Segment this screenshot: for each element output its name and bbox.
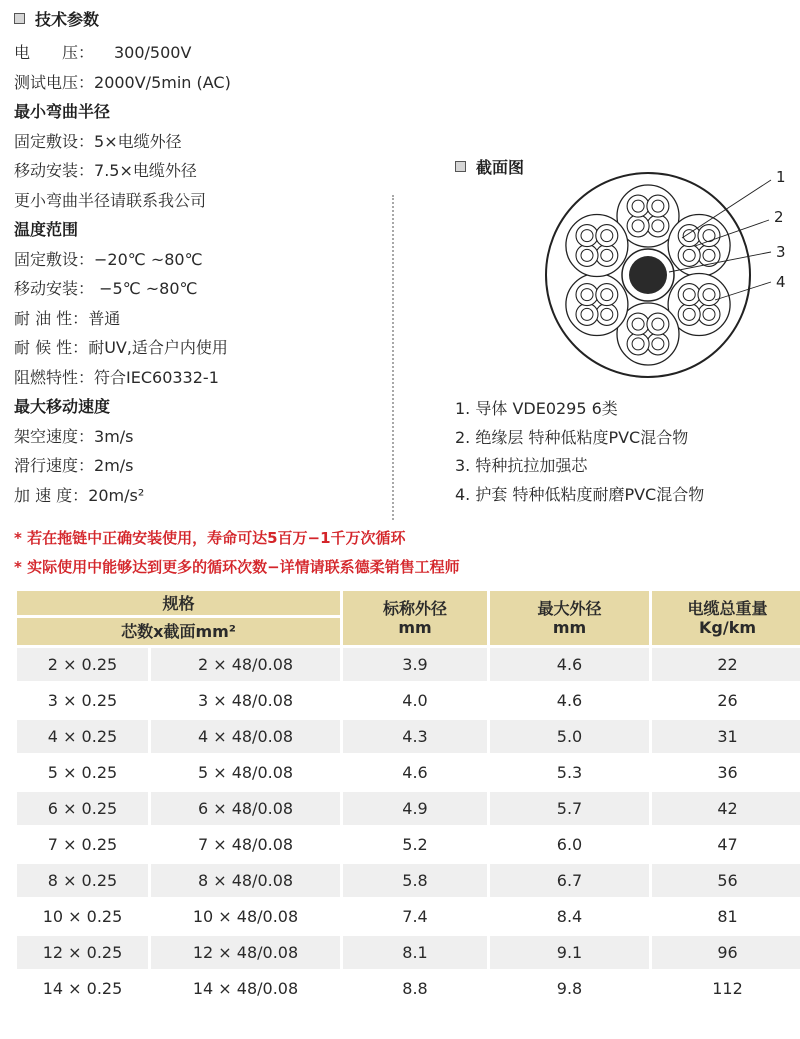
spec-row xyxy=(14,333,384,363)
cell-max-od: 4.6 xyxy=(490,648,649,681)
spec-label: 固定敷设： xyxy=(14,131,95,151)
cell-nominal-od: 4.0 xyxy=(343,684,487,717)
table-row xyxy=(17,720,800,753)
header-spec: 规格 xyxy=(17,591,340,615)
cell-nominal-od: 5.2 xyxy=(343,828,487,861)
cell-cores-section: 14 × 0.25 xyxy=(17,972,148,1005)
table-row xyxy=(17,900,800,933)
cell-strand: 12 × 48/0.08 xyxy=(151,936,340,969)
spec-value: 20m/s² xyxy=(88,485,145,505)
cross-section-legend xyxy=(455,395,800,509)
table-row xyxy=(17,648,800,681)
spec-row xyxy=(14,363,384,393)
table-row xyxy=(17,864,800,897)
spec-value: 2000V/5min (AC) xyxy=(94,72,231,92)
spec-value: −5℃ ~80℃ xyxy=(94,279,198,298)
core-bundle xyxy=(566,215,628,277)
callout-number-1: 1 xyxy=(776,168,786,186)
cell-weight: 36 xyxy=(652,756,800,789)
cell-cores-section: 6 × 0.25 xyxy=(17,792,148,825)
spec-label: 架空速度： xyxy=(14,426,95,446)
note-contact: * 实际使用中能够达到更多的循环次数−详情请联系德柔销售工程师 xyxy=(14,558,460,576)
cell-nominal-od: 4.9 xyxy=(343,792,487,825)
conductor xyxy=(601,230,613,242)
cell-cores-section: 8 × 0.25 xyxy=(17,864,148,897)
conductor xyxy=(683,249,695,261)
spec-label: 移动安装： xyxy=(14,279,95,298)
conductor xyxy=(601,249,613,261)
conductor xyxy=(683,308,695,320)
spec-label: 最小弯曲半径 xyxy=(14,102,111,121)
conductor xyxy=(632,200,644,212)
spec-value: 2m/s xyxy=(94,456,134,475)
cell-nominal-od: 4.6 xyxy=(343,756,487,789)
spec-label: 阻燃特性： xyxy=(14,367,95,387)
conductor xyxy=(632,338,644,350)
square-bullet-icon xyxy=(455,161,466,172)
spec-subheading xyxy=(14,392,384,422)
cross-section-title: 截面图 xyxy=(476,158,525,177)
spec-label: 固定敷设： xyxy=(14,249,95,269)
callout-number-2: 2 xyxy=(774,208,784,226)
cell-weight: 47 xyxy=(652,828,800,861)
cell-cores-section: 3 × 0.25 xyxy=(17,684,148,717)
table-body xyxy=(17,648,800,1005)
spec-label: 耐 候 性： xyxy=(14,338,89,357)
cell-strand: 5 × 48/0.08 xyxy=(151,756,340,789)
cell-nominal-od: 5.8 xyxy=(343,864,487,897)
spec-label: 耐 油 性： xyxy=(14,308,89,328)
spec-row xyxy=(14,68,384,98)
spec-subheading xyxy=(14,215,384,245)
conductor xyxy=(632,318,644,330)
spec-label: 电 压： xyxy=(14,43,95,62)
conductor xyxy=(601,308,613,320)
cell-max-od: 8.4 xyxy=(490,900,649,933)
conductor xyxy=(581,308,593,320)
conductor xyxy=(581,249,593,261)
conductor xyxy=(652,338,664,350)
spec-value: 3m/s xyxy=(94,426,134,446)
conductor xyxy=(652,318,664,330)
header-weight-unit: Kg/km xyxy=(699,618,757,637)
cell-nominal-od: 7.4 xyxy=(343,900,487,933)
header-weight-label: 电缆总重量 xyxy=(687,599,768,618)
legend-item-jacket: 4. 护套 特种低粘度耐磨PVC混合物 xyxy=(455,484,705,504)
conductor xyxy=(703,308,715,320)
tech-params-heading xyxy=(14,7,99,30)
cell-strand: 14 × 48/0.08 xyxy=(151,972,340,1005)
spec-value: 5×电缆外径 xyxy=(94,131,182,151)
conductor xyxy=(581,289,593,301)
cell-max-od: 4.6 xyxy=(490,684,649,717)
spec-row xyxy=(14,127,384,157)
square-bullet-icon xyxy=(14,13,25,24)
cell-strand: 4 × 48/0.08 xyxy=(151,720,340,753)
cell-weight: 56 xyxy=(652,864,800,897)
cell-nominal-od: 8.8 xyxy=(343,972,487,1005)
spec-row xyxy=(14,245,384,275)
cell-cores-section: 10 × 0.25 xyxy=(17,900,148,933)
table-row xyxy=(17,828,800,861)
core-bundle xyxy=(668,215,730,277)
spec-row xyxy=(14,304,384,334)
note-lifecycle: * 若在拖链中正确安装使用，寿命可达5百万−1千万次循环 xyxy=(14,529,406,547)
spec-value: 300/500V xyxy=(114,43,192,62)
tech-params-list xyxy=(14,38,384,510)
cell-max-od: 5.0 xyxy=(490,720,649,753)
spec-label: 测试电压： xyxy=(14,72,95,92)
conductor xyxy=(703,289,715,301)
spec-row xyxy=(14,156,384,186)
spec-label: 更小弯曲半径请联系我公司 xyxy=(14,190,207,210)
spec-label: 最大移动速度 xyxy=(14,397,111,416)
cell-cores-section: 4 × 0.25 xyxy=(17,720,148,753)
conductor xyxy=(683,289,695,301)
cell-max-od: 9.8 xyxy=(490,972,649,1005)
callout-number-4: 4 xyxy=(776,273,786,291)
table-row xyxy=(17,756,800,789)
spec-subheading xyxy=(14,97,384,127)
cell-strand: 3 × 48/0.08 xyxy=(151,684,340,717)
legend-item-insulation: 2. 绝缘层 特种低粘度PVC混合物 xyxy=(455,427,689,447)
spec-row xyxy=(14,274,384,304)
cell-nominal-od: 4.3 xyxy=(343,720,487,753)
spec-label: 温度范围 xyxy=(14,220,79,239)
cell-strand: 2 × 48/0.08 xyxy=(151,648,340,681)
cell-cores-section: 2 × 0.25 xyxy=(17,648,148,681)
spec-value: 7.5×电缆外径 xyxy=(94,161,197,180)
spec-row xyxy=(14,481,384,511)
header-max-od-label: 最大外径 xyxy=(537,599,602,618)
cell-weight: 22 xyxy=(652,648,800,681)
conductor xyxy=(581,230,593,242)
conductor xyxy=(601,289,613,301)
cell-cores-section: 12 × 0.25 xyxy=(17,936,148,969)
cell-nominal-od: 8.1 xyxy=(343,936,487,969)
header-weight xyxy=(652,591,800,645)
spec-row xyxy=(14,422,384,452)
cell-strand: 8 × 48/0.08 xyxy=(151,864,340,897)
conductor xyxy=(632,220,644,232)
spec-label: 移动安装： xyxy=(14,161,95,180)
header-nominal-od-unit: mm xyxy=(398,618,432,637)
callout-number-3: 3 xyxy=(776,243,786,261)
cell-max-od: 5.7 xyxy=(490,792,649,825)
cell-weight: 26 xyxy=(652,684,800,717)
dotted-divider xyxy=(392,195,394,520)
cell-max-od: 5.3 xyxy=(490,756,649,789)
legend-item-conductor: 1. 导体 VDE0295 6类 xyxy=(455,399,618,418)
spec-label: 加 速 度： xyxy=(14,485,89,505)
cell-cores-section: 5 × 0.25 xyxy=(17,756,148,789)
header-nominal-od xyxy=(343,591,487,645)
strength-member-core xyxy=(629,256,667,294)
conductor xyxy=(652,220,664,232)
header-max-od-unit: mm xyxy=(552,618,587,637)
header-max-od xyxy=(490,591,649,645)
cell-nominal-od: 3.9 xyxy=(343,648,487,681)
tech-params-title: 技术参数 xyxy=(35,10,100,29)
header-nominal-od-label: 标称外径 xyxy=(383,599,448,618)
core-bundle xyxy=(566,274,628,336)
spec-row xyxy=(14,186,384,216)
cell-weight: 42 xyxy=(652,792,800,825)
cell-cores-section: 7 × 0.25 xyxy=(17,828,148,861)
spec-row xyxy=(14,38,384,68)
cell-max-od: 9.1 xyxy=(490,936,649,969)
cell-max-od: 6.0 xyxy=(490,828,649,861)
cell-weight: 31 xyxy=(652,720,800,753)
spec-row xyxy=(14,451,384,481)
cable-cross-section-diagram xyxy=(545,160,795,410)
spec-label: 滑行速度： xyxy=(14,456,95,475)
spec-value: 符合IEC60332-1 xyxy=(94,367,219,387)
cross-section-heading xyxy=(455,155,524,178)
conductor xyxy=(703,249,715,261)
spec-value: −20℃ ~80℃ xyxy=(94,249,203,269)
cell-strand: 10 × 48/0.08 xyxy=(151,900,340,933)
cell-strand: 6 × 48/0.08 xyxy=(151,792,340,825)
header-spec-sub: 芯数x截面mm² xyxy=(17,618,340,645)
notes xyxy=(14,524,460,582)
table-row xyxy=(17,972,800,1005)
spec-table xyxy=(14,588,800,1008)
conductor xyxy=(652,200,664,212)
cell-weight: 81 xyxy=(652,900,800,933)
spec-value: 普通 xyxy=(88,308,121,328)
table-header-row xyxy=(17,591,800,615)
cell-weight: 112 xyxy=(652,972,800,1005)
table-row xyxy=(17,792,800,825)
table-row xyxy=(17,684,800,717)
spec-value: 耐UV,适合户内使用 xyxy=(88,338,228,357)
table-row xyxy=(17,936,800,969)
cell-max-od: 6.7 xyxy=(490,864,649,897)
cell-weight: 96 xyxy=(652,936,800,969)
cell-strand: 7 × 48/0.08 xyxy=(151,828,340,861)
legend-item-strength-member: 3. 特种抗拉加强芯 xyxy=(455,456,588,475)
